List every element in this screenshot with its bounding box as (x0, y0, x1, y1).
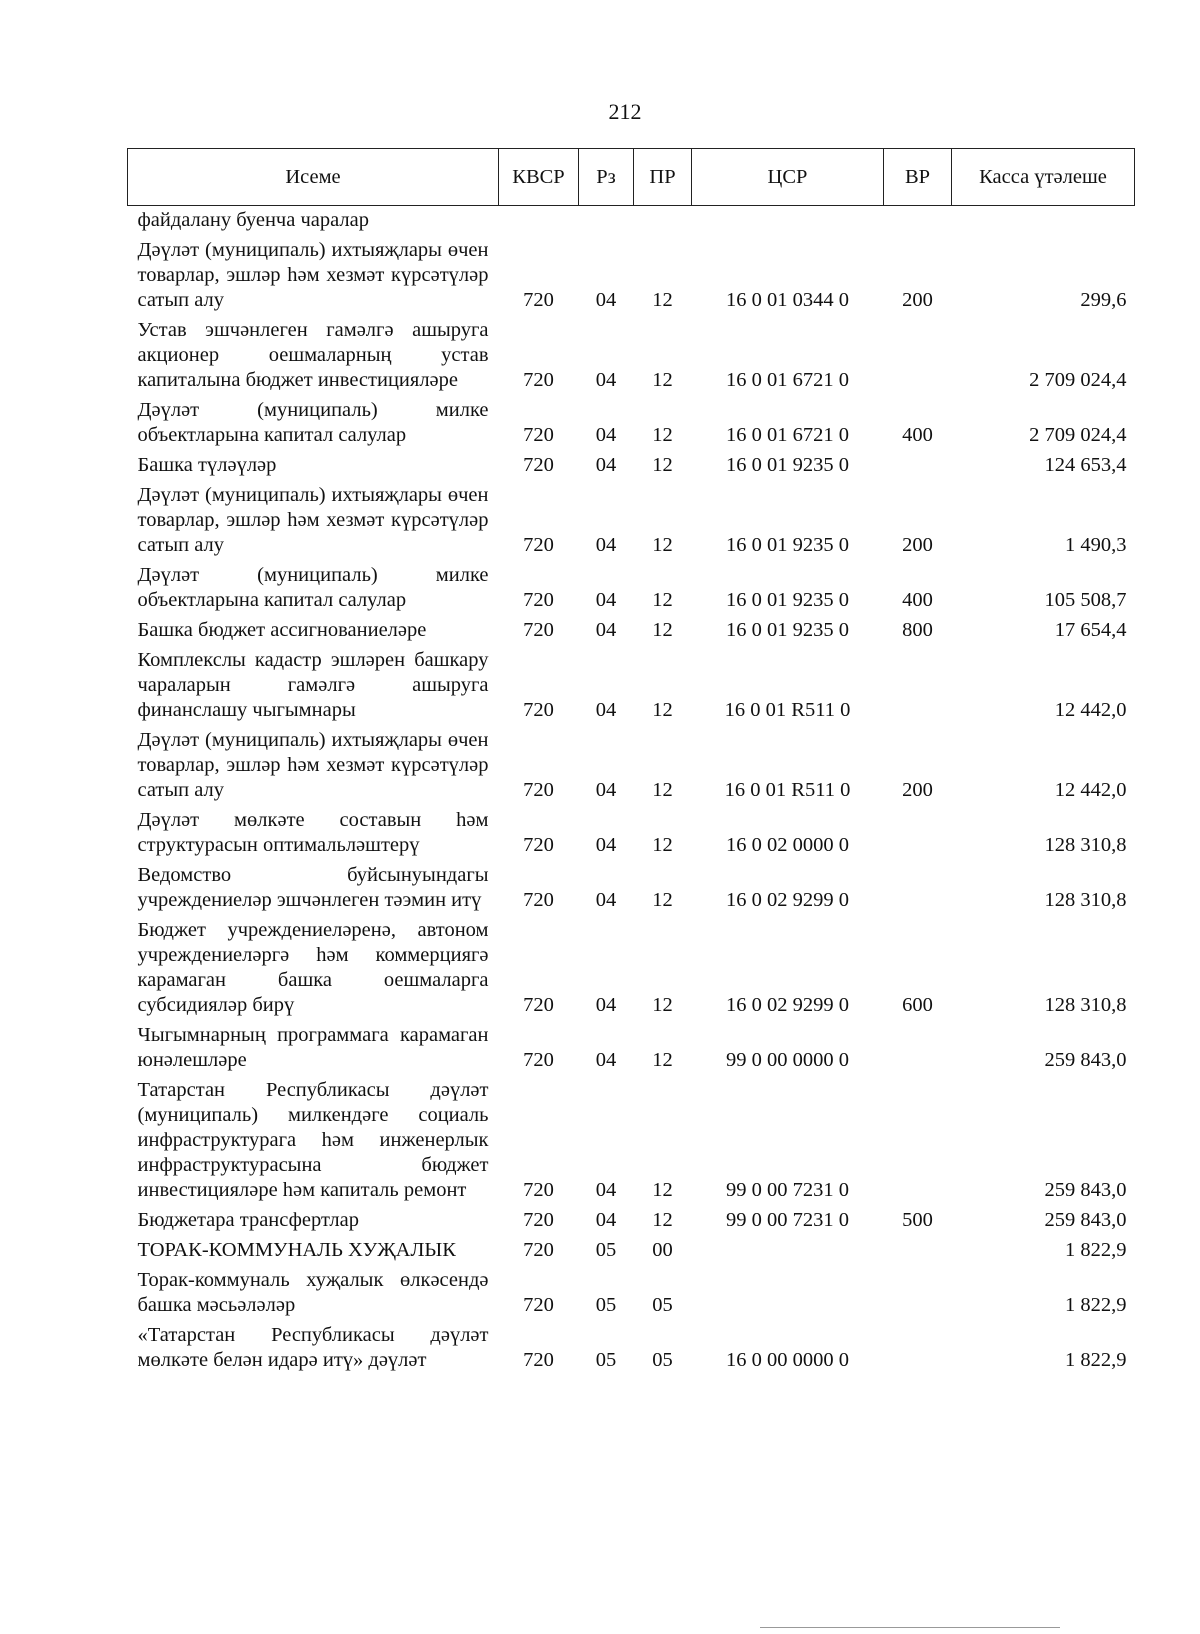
cell-vr: 800 (902, 619, 933, 641)
cell-rz: 04 (595, 1049, 617, 1071)
table-row (128, 1266, 1135, 1321)
cell-csr: 16 0 01 0344 0 (726, 289, 849, 311)
cell-kvsr: 720 (523, 619, 554, 641)
cell-vr: 200 (902, 779, 933, 801)
cell-name: Устав эшчәнлеген гамәлгә ашыруга акционер оешмаларның устав капиталына бюджет инвестицияләре (137, 319, 489, 391)
cell-vr (884, 206, 952, 237)
cell-rz: 04 (595, 369, 617, 391)
cell-csr: 99 0 00 7231 0 (726, 1179, 849, 1201)
cell-kvsr (499, 206, 579, 237)
cell-kvsr: 720 (523, 994, 554, 1016)
cell-vr: 400 (902, 589, 933, 611)
cell-sum: 299,6 (1080, 289, 1127, 311)
cell-pr: 12 (652, 834, 673, 856)
cell-vr (884, 646, 952, 726)
cell-rz: 04 (595, 779, 617, 801)
cell-name: Дәүләт (муниципаль) ихтыяҗлары өчен товарлар, эшләр һәм хезмәт күрсәтүләр сатып алу (137, 729, 489, 801)
cell-kvsr: 720 (523, 889, 554, 911)
cell-name: Дәүләт (муниципаль) ихтыяҗлары өчен товарлар, эшләр һәм хезмәт күрсәтүләр сатып алу (137, 484, 489, 556)
cell-sum: 124 653,4 (1044, 454, 1127, 476)
table-row (128, 646, 1135, 726)
cell-vr: 200 (902, 289, 933, 311)
cell-sum: 1 822,9 (1065, 1294, 1127, 1316)
cell-name: Комплекслы кадастр эшләрен башкару чараларын гамәлгә ашыруга финанслашу чыгымнары (137, 649, 489, 721)
cell-pr: 12 (652, 289, 673, 311)
cell-name: Чыгымнарның программага карамаган юнәлешләре (137, 1024, 489, 1071)
table-row (128, 1206, 1135, 1236)
cell-kvsr: 720 (523, 1239, 554, 1261)
cell-pr: 12 (652, 779, 673, 801)
cell-pr (634, 206, 692, 237)
cell-rz: 04 (595, 1209, 617, 1231)
cell-vr: 500 (902, 1209, 933, 1231)
cell-pr: 12 (652, 889, 673, 911)
cell-name: файдалану буенча чаралар (137, 209, 369, 231)
cell-sum: 17 654,4 (1054, 619, 1127, 641)
cell-rz: 05 (595, 1294, 617, 1316)
cell-rz: 05 (595, 1239, 617, 1261)
cell-pr: 12 (652, 454, 673, 476)
cell-name: Дәүләт (муниципаль) ихтыяҗлары өчен товарлар, эшләр һәм хезмәт күрсәтүләр сатып алу (137, 239, 489, 311)
cell-csr: 16 0 02 0000 0 (726, 834, 849, 856)
cell-rz: 04 (595, 994, 617, 1016)
cell-vr (884, 1021, 952, 1076)
cell-vr: 600 (902, 994, 933, 1016)
cell-sum: 1 822,9 (1065, 1239, 1127, 1261)
page-number: 212 (608, 99, 642, 124)
table-row (128, 806, 1135, 861)
header-sum: Касса үтәлеше (952, 149, 1135, 206)
cell-name: ТОРАК-КОММУНАЛЬ ХУҖАЛЫК (137, 1239, 456, 1261)
cell-rz: 04 (595, 699, 617, 721)
table-row (128, 726, 1135, 806)
cell-sum: 128 310,8 (1044, 994, 1127, 1016)
header-vr: ВР (884, 149, 952, 206)
cell-vr (884, 316, 952, 396)
cell-pr: 05 (652, 1294, 673, 1316)
cell-vr (884, 806, 952, 861)
cell-sum: 128 310,8 (1044, 889, 1127, 911)
cell-sum: 1 822,9 (1065, 1349, 1127, 1371)
cell-rz: 04 (595, 1179, 617, 1201)
cell-sum: 128 310,8 (1044, 834, 1127, 856)
cell-name: Башка түләүләр (137, 454, 277, 476)
cell-csr (692, 1266, 884, 1321)
table-header (128, 149, 1135, 206)
cell-kvsr: 720 (523, 424, 554, 446)
header-kvsr: КВСР (499, 149, 579, 206)
cell-kvsr: 720 (523, 699, 554, 721)
table-row (128, 451, 1135, 481)
cell-kvsr: 720 (523, 1049, 554, 1071)
cell-kvsr: 720 (523, 369, 554, 391)
cell-sum (952, 206, 1135, 237)
header-rz: Рз (579, 149, 634, 206)
cell-csr: 16 0 01 R511 0 (724, 699, 851, 721)
cell-sum: 259 843,0 (1044, 1049, 1127, 1071)
cell-csr: 16 0 01 9235 0 (726, 589, 849, 611)
cell-csr: 16 0 01 9235 0 (726, 454, 849, 476)
cell-csr: 16 0 01 6721 0 (726, 424, 849, 446)
table-row (128, 1076, 1135, 1206)
cell-name: Торак-коммуналь хуҗалык өлкәсендә башка мәсьәләләр (137, 1269, 489, 1316)
cell-csr: 16 0 02 9299 0 (726, 994, 849, 1016)
footer-rule (760, 1627, 1060, 1628)
cell-vr (884, 1266, 952, 1321)
cell-kvsr: 720 (523, 1294, 554, 1316)
cell-name: «Татарстан Республикасы дәүләт мөлкәте белән идарә итү» дәүләт (137, 1324, 489, 1371)
table-row (128, 616, 1135, 646)
cell-name: Дәүләт (муниципаль) милке объектларына капитал салулар (137, 399, 489, 446)
cell-csr: 99 0 00 7231 0 (726, 1209, 849, 1231)
cell-rz: 04 (595, 289, 617, 311)
cell-rz: 04 (595, 889, 617, 911)
cell-csr (692, 206, 884, 237)
cell-kvsr: 720 (523, 454, 554, 476)
cell-sum: 12 442,0 (1054, 779, 1127, 801)
cell-pr: 12 (652, 424, 673, 446)
budget-table (127, 148, 1135, 1376)
cell-kvsr: 720 (523, 1349, 554, 1371)
cell-csr: 16 0 01 9235 0 (726, 619, 849, 641)
cell-kvsr: 720 (523, 1209, 554, 1231)
table-row (128, 561, 1135, 616)
cell-kvsr: 720 (523, 589, 554, 611)
table-row (128, 396, 1135, 451)
cell-rz: 04 (595, 534, 617, 556)
cell-pr: 12 (652, 1049, 673, 1071)
cell-name: Бюджет учреждениеләренә, автоном учреждениеләргә һәм коммерциягә карамаган башка оешмаларга субсидияләр бирү (137, 919, 489, 1016)
cell-kvsr: 720 (523, 1179, 554, 1201)
table-row (128, 316, 1135, 396)
table-row (128, 481, 1135, 561)
cell-name: Дәүләт мөлкәте составын һәм структурасын оптимальләштерү (137, 809, 489, 856)
table-row (128, 206, 1135, 237)
cell-kvsr: 720 (523, 534, 554, 556)
cell-rz (579, 206, 634, 237)
cell-pr: 12 (652, 1209, 673, 1231)
cell-csr: 16 0 01 9235 0 (726, 534, 849, 556)
cell-sum: 2 709 024,4 (1029, 369, 1127, 391)
cell-sum: 12 442,0 (1054, 699, 1127, 721)
cell-name: Бюджетара трансфертлар (137, 1209, 360, 1231)
cell-name: Башка бюджет ассигнованиеләре (137, 619, 427, 641)
cell-name: Татарстан Республикасы дәүләт (муниципаль) милкендәге социаль инфраструктурага һәм инженерлык инфраструктурасына бюджет инвестицияләре һәм капиталь ремонт (137, 1079, 489, 1201)
table-row (128, 1321, 1135, 1376)
cell-name: Ведомство буйсынуындагы учреждениеләр эшчәнлеген тәэмин итү (137, 864, 489, 911)
cell-vr (884, 1321, 952, 1376)
table-body (128, 206, 1135, 1377)
cell-pr: 12 (652, 534, 673, 556)
cell-pr: 00 (652, 1239, 673, 1261)
table-row (128, 1236, 1135, 1266)
cell-rz: 04 (595, 589, 617, 611)
cell-vr (884, 1236, 952, 1266)
cell-pr: 12 (652, 619, 673, 641)
cell-vr (884, 1076, 952, 1206)
cell-sum: 259 843,0 (1044, 1209, 1127, 1231)
cell-sum: 105 508,7 (1044, 589, 1127, 611)
table-row (128, 916, 1135, 1021)
cell-pr: 12 (652, 1179, 673, 1201)
cell-rz: 04 (595, 619, 617, 641)
table-row (128, 236, 1135, 316)
cell-sum: 1 490,3 (1065, 534, 1127, 556)
cell-kvsr: 720 (523, 834, 554, 856)
cell-rz: 04 (595, 834, 617, 856)
cell-vr (884, 861, 952, 916)
header-pr: ПР (634, 149, 692, 206)
cell-kvsr: 720 (523, 779, 554, 801)
cell-pr: 05 (652, 1349, 673, 1371)
cell-kvsr: 720 (523, 289, 554, 311)
cell-csr: 99 0 00 0000 0 (726, 1049, 849, 1071)
cell-vr: 400 (902, 424, 933, 446)
cell-rz: 05 (595, 1349, 617, 1371)
cell-rz: 04 (595, 424, 617, 446)
cell-csr: 16 0 01 R511 0 (724, 779, 851, 801)
cell-vr (884, 451, 952, 481)
cell-csr: 16 0 01 6721 0 (726, 369, 849, 391)
header-csr: ЦСР (692, 149, 884, 206)
cell-pr: 12 (652, 699, 673, 721)
cell-csr: 16 0 00 0000 0 (726, 1349, 849, 1371)
cell-pr: 12 (652, 589, 673, 611)
table-row (128, 861, 1135, 916)
cell-csr (692, 1236, 884, 1266)
cell-vr: 200 (902, 534, 933, 556)
cell-name: Дәүләт (муниципаль) милке объектларына капитал салулар (137, 564, 489, 611)
table-row (128, 1021, 1135, 1076)
cell-pr: 12 (652, 994, 673, 1016)
cell-csr: 16 0 02 9299 0 (726, 889, 849, 911)
header-name: Исеме (128, 149, 499, 206)
cell-pr: 12 (652, 369, 673, 391)
cell-sum: 259 843,0 (1044, 1179, 1127, 1201)
cell-sum: 2 709 024,4 (1029, 424, 1127, 446)
cell-rz: 04 (595, 454, 617, 476)
